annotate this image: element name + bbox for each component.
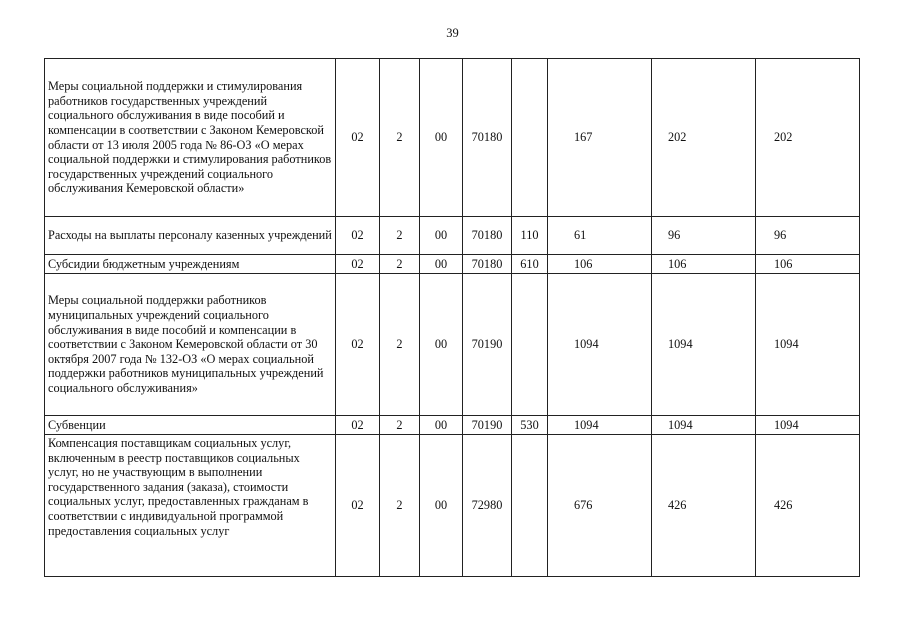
subsection-code: 2: [380, 59, 420, 217]
subsection-code: 2: [380, 255, 420, 274]
target-code: 70180: [463, 217, 512, 255]
amount-year-1: 167: [548, 59, 652, 217]
section-code: 02: [336, 255, 380, 274]
amount-year-2: 1094: [652, 274, 756, 416]
row-name: Компенсация поставщикам социальных услуг, включенным в реестр поставщиков социальных услуг, но не участвующим в выполнении государственного задания (заказа), стоимости социальных услуг, предоставленных гражданам в соответствии с индивидуальной программой предоставления социальных услуг: [45, 435, 336, 577]
program-code: 00: [420, 274, 463, 416]
target-code: 70180: [463, 59, 512, 217]
amount-year-2: 1094: [652, 416, 756, 435]
table-row: [45, 59, 860, 217]
table-row: [45, 416, 860, 435]
subsection-code: 2: [380, 274, 420, 416]
program-code: 00: [420, 255, 463, 274]
target-code: 70190: [463, 416, 512, 435]
section-code: 02: [336, 59, 380, 217]
section-code: 02: [336, 416, 380, 435]
table-row: [45, 255, 860, 274]
subsection-code: 2: [380, 435, 420, 577]
target-code: 70190: [463, 274, 512, 416]
amount-year-3: 96: [756, 217, 860, 255]
expense-type-code: [512, 59, 548, 217]
amount-year-3: 1094: [756, 416, 860, 435]
amount-year-3: 1094: [756, 274, 860, 416]
row-name: Расходы на выплаты персоналу казенных учреждений: [45, 217, 336, 255]
program-code: 00: [420, 435, 463, 577]
amount-year-2: 202: [652, 59, 756, 217]
amount-year-3: 202: [756, 59, 860, 217]
program-code: 00: [420, 59, 463, 217]
subsection-code: 2: [380, 416, 420, 435]
amount-year-2: 96: [652, 217, 756, 255]
subsection-code: 2: [380, 217, 420, 255]
expense-type-code: 530: [512, 416, 548, 435]
target-code: 70180: [463, 255, 512, 274]
amount-year-2: 106: [652, 255, 756, 274]
page-number: 39: [446, 26, 459, 40]
row-name: Меры социальной поддержки работников муниципальных учреждений социального обслуживания в виде пособий и компенсации в соответствии с Законом Кемеровской области от 30 октября 2007 года № 132-ОЗ «О мерах социальной поддержки работников муниципальных учреждений социального обслуживания»: [45, 274, 336, 416]
table-row: [45, 217, 860, 255]
program-code: 00: [420, 416, 463, 435]
section-code: 02: [336, 217, 380, 255]
table-row: [45, 435, 860, 577]
amount-year-3: 426: [756, 435, 860, 577]
expense-type-code: 610: [512, 255, 548, 274]
budget-table: [44, 58, 860, 577]
row-name: Субсидии бюджетным учреждениям: [45, 255, 336, 274]
amount-year-1: 1094: [548, 274, 652, 416]
amount-year-1: 106: [548, 255, 652, 274]
table-row: [45, 274, 860, 416]
section-code: 02: [336, 435, 380, 577]
amount-year-1: 676: [548, 435, 652, 577]
amount-year-1: 61: [548, 217, 652, 255]
target-code: 72980: [463, 435, 512, 577]
expense-type-code: 110: [512, 217, 548, 255]
row-name: Меры социальной поддержки и стимулирования работников государственных учреждений социального обслуживания в виде пособий и компенсации в соответствии с Законом Кемеровской области от 13 июля 2005 года № 86-ОЗ «О мерах социальной поддержки и стимулирования работников государственных учреждений социального обслуживания Кемеровской области»: [45, 59, 336, 217]
row-name: Субвенции: [45, 416, 336, 435]
amount-year-3: 106: [756, 255, 860, 274]
program-code: 00: [420, 217, 463, 255]
amount-year-1: 1094: [548, 416, 652, 435]
expense-type-code: [512, 435, 548, 577]
amount-year-2: 426: [652, 435, 756, 577]
expense-type-code: [512, 274, 548, 416]
section-code: 02: [336, 274, 380, 416]
